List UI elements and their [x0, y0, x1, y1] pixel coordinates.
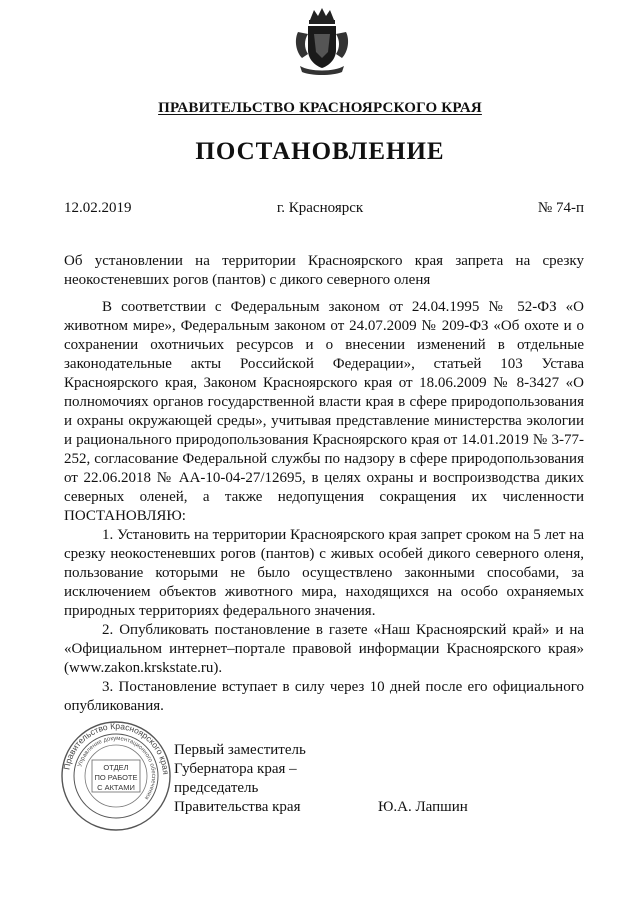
- document-subject: Об установлении на территории Красноярского края запрета на срезку неокостеневших рогов (пантов) с дикого северного оленя: [64, 253, 584, 288]
- krasnoyarsk-coat-of-arms-icon: [292, 6, 352, 76]
- official-stamp: [60, 720, 172, 832]
- document-number: № 74-п: [537, 200, 584, 216]
- signatory-position-line-2: Губернатора края –: [174, 761, 297, 777]
- signatory-position-line-1: Первый заместитель: [174, 742, 306, 758]
- document-date: 12.02.2019: [64, 200, 132, 216]
- signatory-position-line-4: Правительства края: [174, 799, 301, 815]
- government-name: ПРАВИТЕЛЬСТВО КРАСНОЯРСКОГО КРАЯ: [158, 100, 482, 116]
- signatory-position-line-3: председатель: [174, 780, 259, 796]
- item-1-paragraph: 1. Установить на территории Красноярского края запрет сроком на 5 лет на срезку неокостеневших рогов (пантов) с живых особей дикого северного оленя, пользование которыми не было осуществлено законными способами, за исключением объектов животного мира, находящихся на особо охраняемых природных территориях федерального значения.: [64, 527, 584, 619]
- item-2-paragraph: 2. Опубликовать постановление в газете «Наш Красноярский край» и на «Официальном интернет–портале правовой информации Красноярского края» (www.zakon.krskstate.ru).: [64, 622, 584, 676]
- document-city: г. Красноярск: [276, 200, 364, 216]
- signatory-name: Ю.А. Лапшин: [378, 799, 468, 815]
- item-3-paragraph: 3. Постановление вступает в силу через 10 дней после его официального опубликования.: [64, 679, 584, 714]
- preamble-paragraph: В соответствии с Федеральным законом от 24.04.1995 № 52-ФЗ «О животном мире», Федеральным законом от 24.07.2009 № 209-ФЗ «Об охоте и о сохранении охотничьих ресурсов и о внесении изменений в отдельные законодательные акты Российской Федерации», статьей 103 Устава Красноярского края, Законом Красноярского края от 18.06.2009 № 8-3427 «О полномочиях органов государственной власти края в сфере природопользования и охраны окружающей среды», учитывая представление министерства экологии и рационального природопользования Красноярского края от 14.01.2019 № 3-77-252, согласование Федеральной службы по надзору в сфере природопользования от 22.06.2018 № АА-10-04-27/12695, в целях охраны и воспроизводства диких северных оленей, а также недопущения сокращения их численности ПОСТАНОВЛЯЮ:: [64, 299, 584, 524]
- stamp-center-line-2: ПО РАБОТЕ: [94, 773, 138, 782]
- stamp-center-line-3: С АКТАМИ: [97, 783, 135, 792]
- stamp-outer-text: Правительство Красноярского края: [61, 720, 172, 775]
- stamp-center-line-1: ОТДЕЛ: [103, 763, 129, 772]
- stamp-inner-text: Управление документационного обеспечения: [77, 735, 157, 801]
- document-type-title: ПОСТАНОВЛЕНИЕ: [195, 138, 445, 165]
- document-body: [64, 298, 584, 716]
